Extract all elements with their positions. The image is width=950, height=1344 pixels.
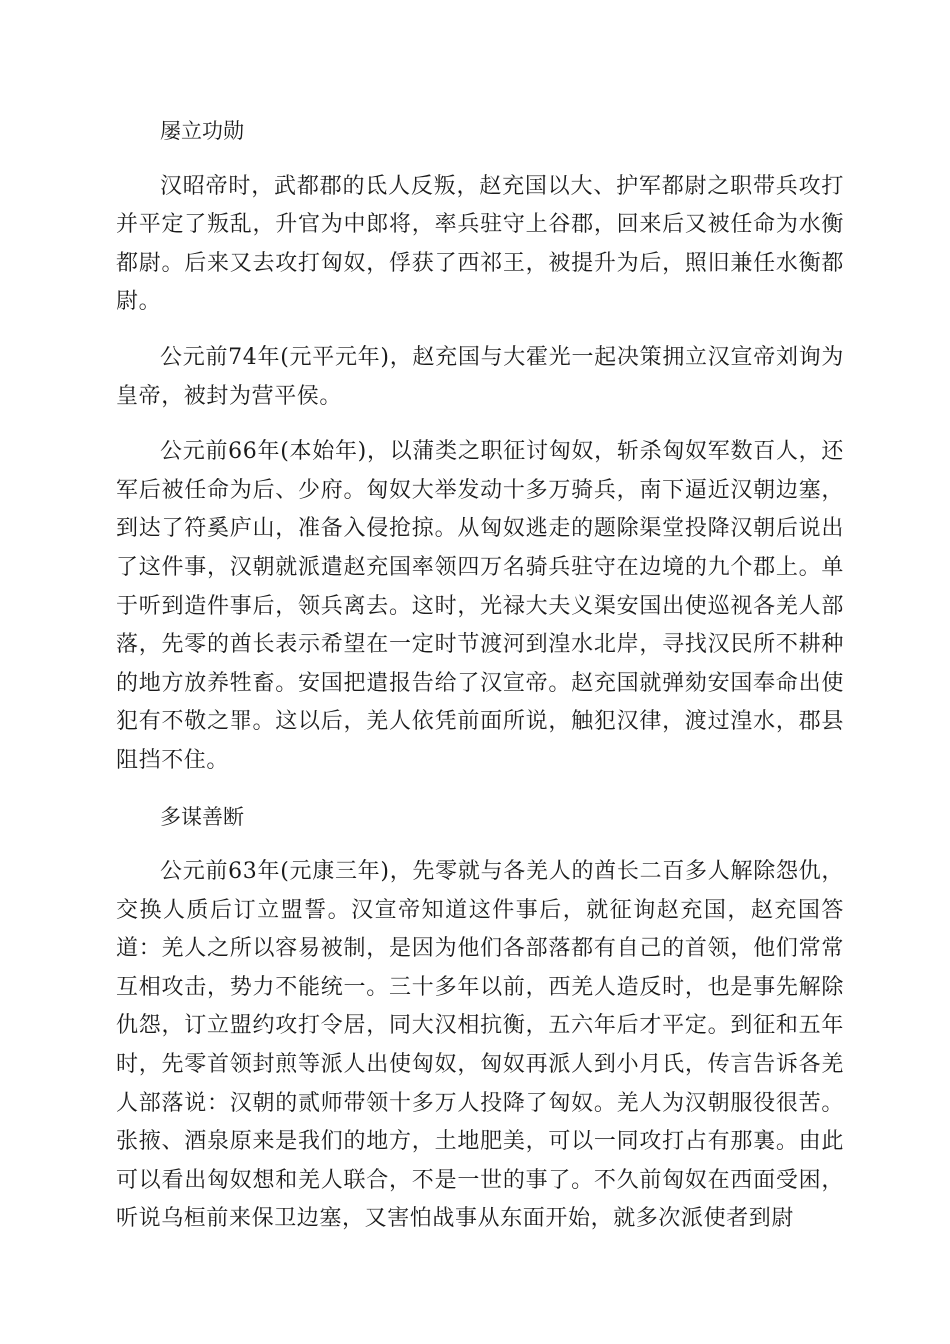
- paragraph: 公元前63年(元康三年)，先零就与各羌人的酋长二百多人解除怨仇，交换人质后订立盟誓。汉宣帝知道这件事后，就征询赵充国，赵充国答道：羌人之所以容易被制，是因为他们各部落都有自己的首领，他们常常互相攻击，势力不能统一。三十多年以前，西羌人造反时，也是事先解除仇怨，订立盟约攻打令居，同大汉相抗衡，五六年后才平定。到征和五年时，先零首领封煎等派人出使匈奴，匈奴再派人到小月氏，传言告诉各羌人部落说：汉朝的贰师带领十多万人投降了匈奴。羌人为汉朝服役很苦。张掖、酒泉原来是我们的地方，土地肥美，可以一同攻打占有那裏。由此可以看出匈奴想和羌人联合，不是一世的事了。不久前匈奴在西面受困，听说乌桓前来保卫边塞，又害怕战事从东面开始，就多次派使者到尉: [116, 859, 844, 1232]
- paragraph: 公元前66年(本始年)，以蒲类之职征讨匈奴，斩杀匈奴军数百人，还军后被任命为后、少府。匈奴大举发动十多万骑兵，南下逼近汉朝边塞，到达了符奚庐山，准备入侵抢掠。从匈奴逃走的题除渠堂投降汉朝后说出了这件事，汉朝就派遣赵充国率领四万名骑兵驻守在边境的九个郡上。单于听到造件事后，领兵离去。这时，光禄大夫义渠安国出使巡视各羌人部落，先零的酋长表示希望在一定时节渡河到湟水北岸，寻找汉民所不耕种的地方放养牲畜。安国把遣报告给了汉宣帝。赵充国就弹劾安国奉命出使犯有不敬之罪。这以后，羌人依凭前面所说，触犯汉律，渡过湟水，郡县阻挡不住。: [116, 439, 844, 773]
- section-heading-strategy: 多谋善断: [160, 804, 244, 829]
- paragraph: 公元前74年(元平元年)，赵充国与大霍光一起决策拥立汉宣帝刘询为皇帝，被封为营平侯。: [116, 344, 844, 409]
- section-heading-merits: 屡立功勋: [160, 119, 244, 143]
- paragraph: 汉昭帝时，武都郡的氐人反叛，赵充国以大、护军都尉之职带兵攻打并平定了叛乱，升官为中郎将，率兵驻守上谷郡，回来后又被任命为水衡都尉。后来又去攻打匈奴，俘获了西祁王，被提升为后，照旧兼任水衡都尉。: [116, 173, 844, 315]
- document-body: [116, 112, 844, 1256]
